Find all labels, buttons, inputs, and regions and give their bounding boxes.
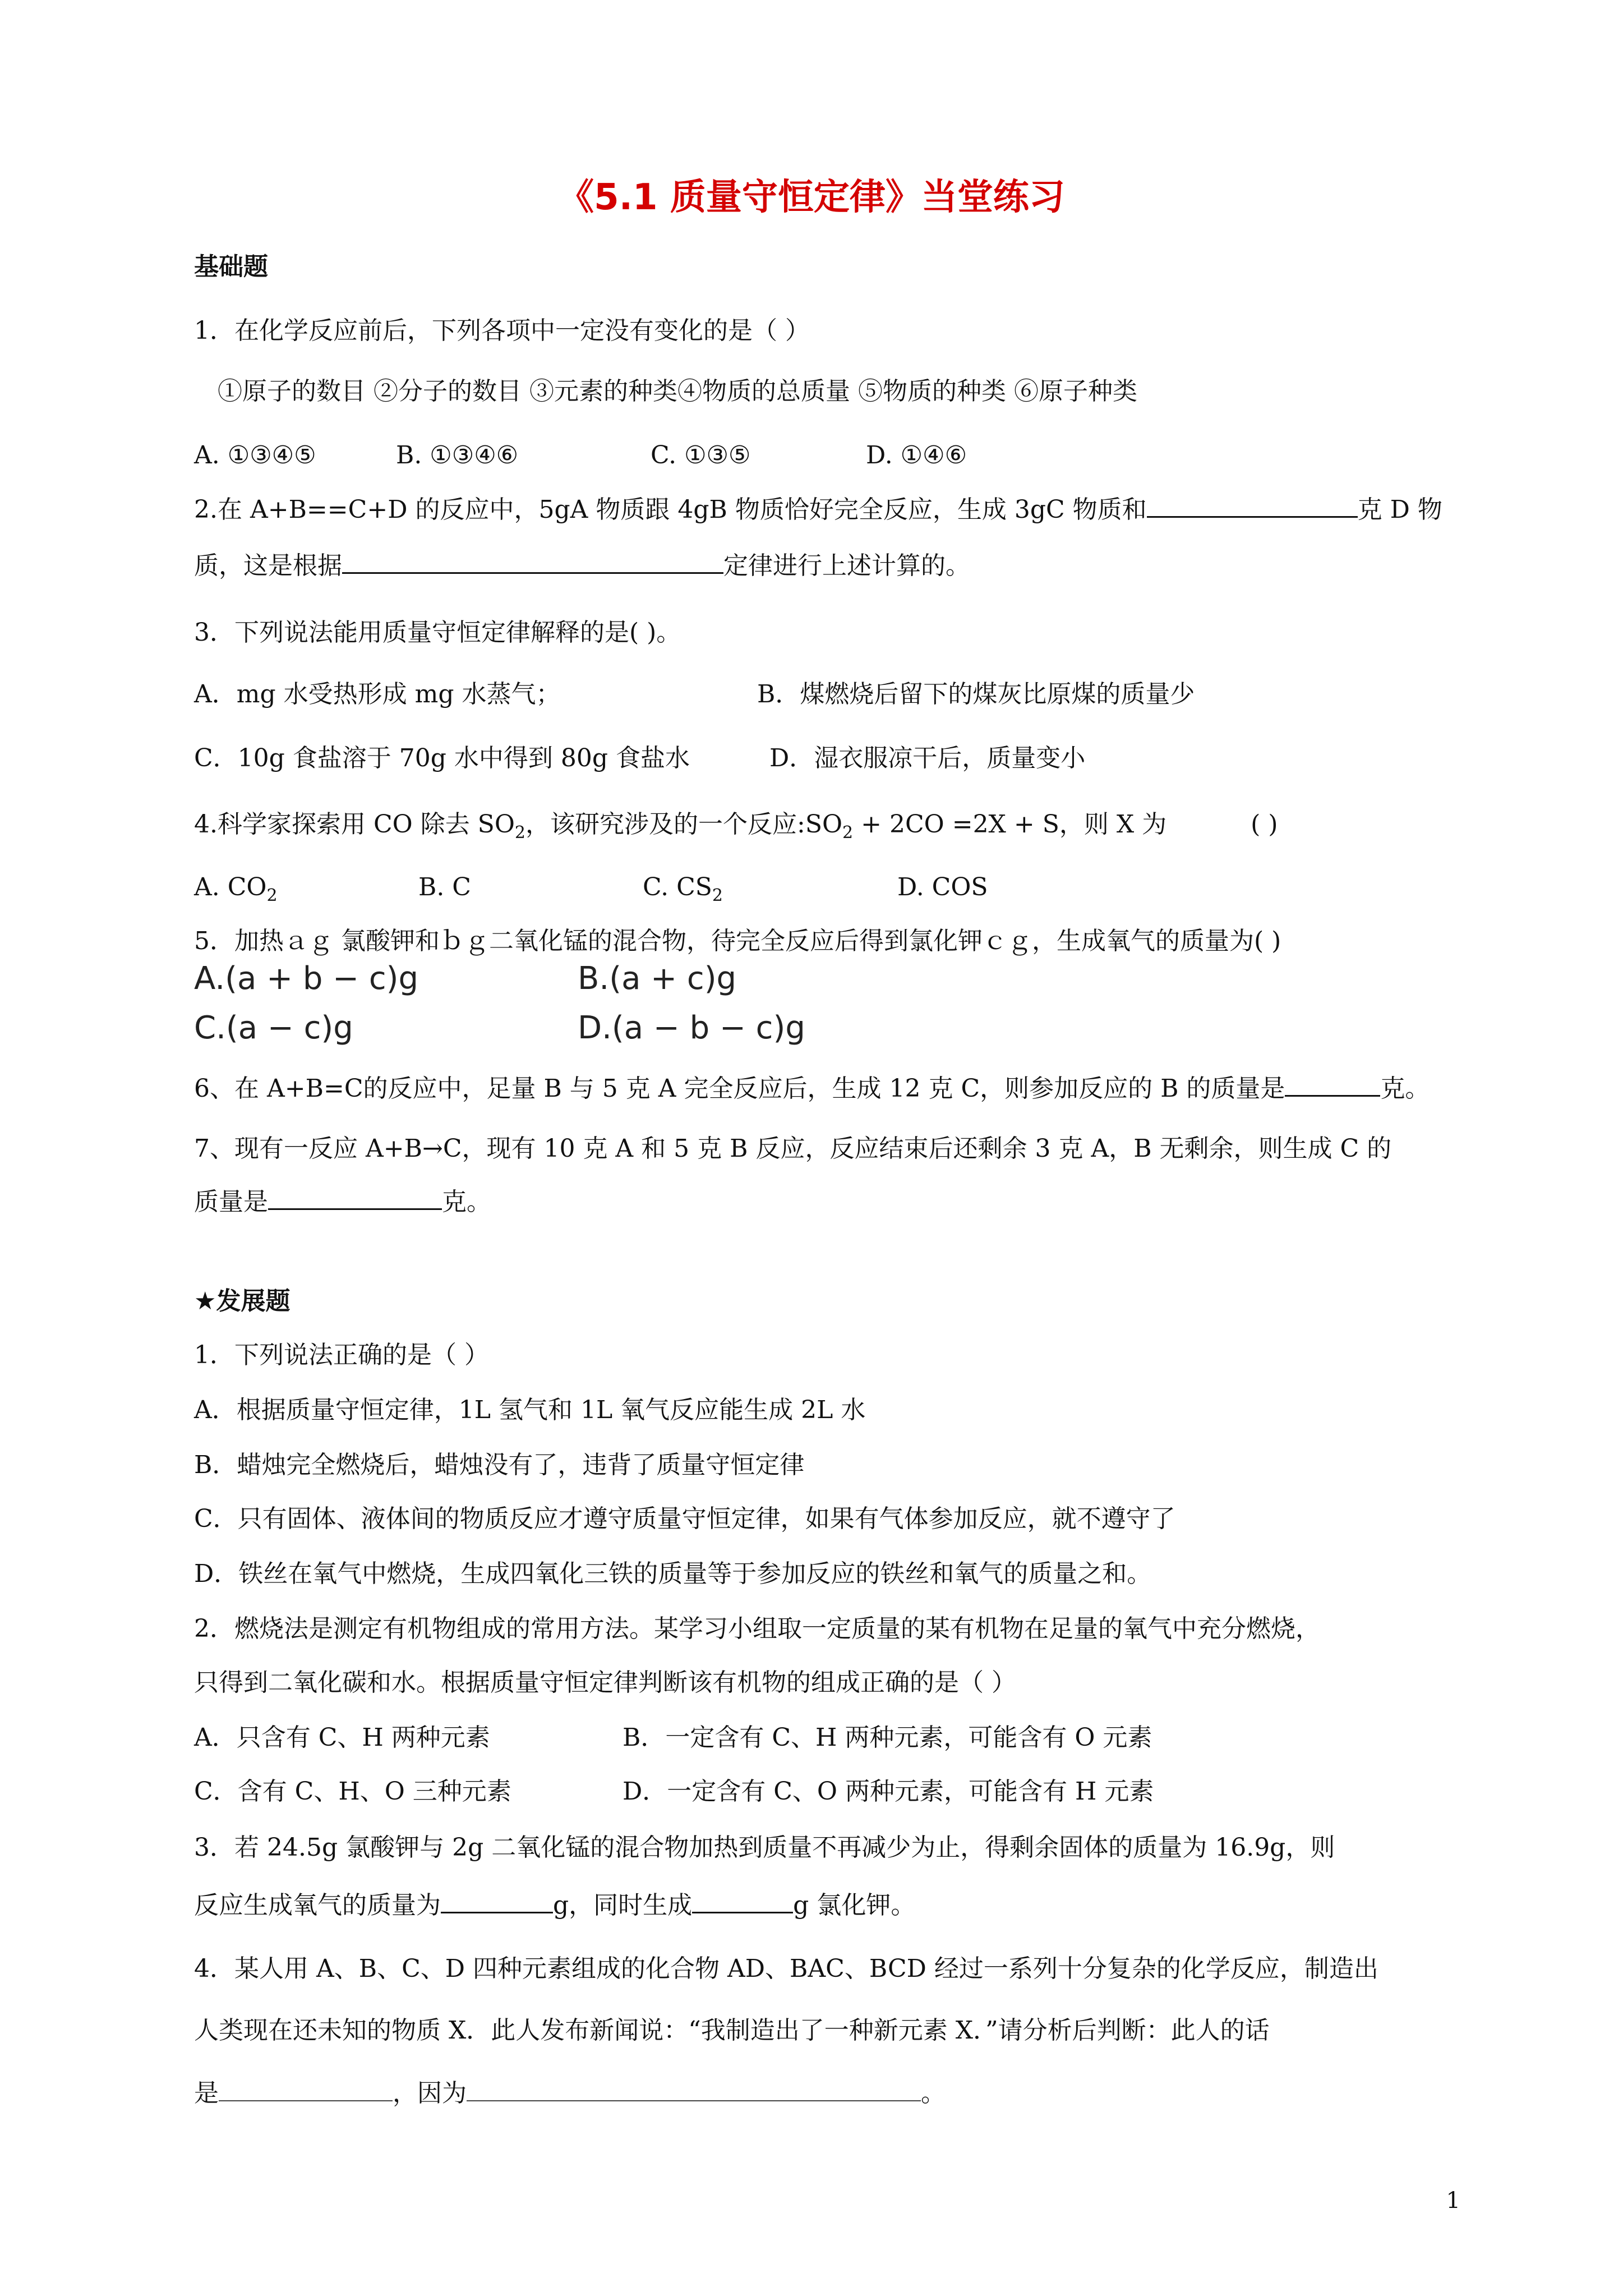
basic-q5-option-c: C.(a − c)g: [194, 1010, 353, 1046]
basic-q4-text-b: ，该研究涉及的一个反应:SO: [525, 810, 843, 839]
adv-q4-line1: 4．某人用 A、B、C、D 四种元素组成的化合物 AD、BAC、BCD 经过一系列十分复杂的化学反应，制造出: [194, 1954, 1378, 1983]
adv-q1-option-d: D．铁丝在氧气中燃烧，生成四氧化三铁的质量等于参加反应的铁丝和氧气的质量之和。: [194, 1559, 1152, 1588]
basic-q4-text-a: 4.科学家探索用 CO 除去 SO: [194, 810, 515, 839]
basic-q1-option-c: C. ①③⑤: [651, 441, 751, 470]
basic-q4-answer-paren: ( ): [1251, 810, 1278, 839]
adv-q4-text-c: 。: [921, 2079, 946, 2108]
basic-q7-line1: 7、现有一反应 A+B→C，现有 10 克 A 和 5 克 B 反应，反应结束后还剩余 3 克 A，B 无剩余，则生成 C 的: [194, 1134, 1392, 1163]
adv-q2-line1: 2．燃烧法是测定有机物组成的常用方法。某学习小组取一定质量的某有机物在足量的氧气中充分燃烧，: [194, 1614, 1320, 1643]
adv-q1-stem: 1．下列说法正确的是（ ）: [194, 1341, 489, 1369]
adv-q2-option-c: C．含有 C、H、O 三种元素: [194, 1777, 511, 1806]
subscript: 2: [712, 885, 723, 905]
option-text: A. CO: [194, 873, 267, 901]
basic-q1-option-a: A. ①③④⑤: [194, 441, 316, 470]
basic-q6-text-b: 克。: [1380, 1074, 1430, 1103]
adv-q2-option-a: A．只含有 C、H 两种元素: [194, 1723, 490, 1752]
basic-q2-blank-2[interactable]: [342, 547, 723, 574]
adv-q3-blank-oxygen[interactable]: [441, 1887, 553, 1913]
basic-q2-line1: [194, 491, 1442, 527]
adv-q1-option-a: A．根据质量守恒定律，1L 氢气和 1L 氧气反应能生成 2L 水: [194, 1396, 866, 1424]
adv-q1-option-b: B．蜡烛完全燃烧后，蜡烛没有了，违背了质量守恒定律: [194, 1451, 805, 1479]
basic-q5-option-a: A.(a + b − c)g: [194, 960, 419, 997]
basic-q7-text-a: 质量是: [194, 1188, 268, 1216]
basic-q3-option-d: D．湿衣服凉干后，质量变小: [769, 744, 1086, 772]
adv-q3-text-b: g，同时生成: [553, 1891, 693, 1920]
basic-q2-text-c: 质，这是根据: [194, 551, 342, 580]
adv-q4-blank-judgement[interactable]: [219, 2076, 393, 2101]
basic-q1-items: ①原子的数目 ②分子的数目 ③元素的种类④物质的总质量 ⑤物质的种类 ⑥原子种类: [218, 377, 1137, 406]
basic-q4-option-a: [194, 871, 278, 913]
basic-q2-text-d: 定律进行上述计算的。: [723, 551, 970, 580]
adv-q4-text-b: ，因为: [393, 2079, 467, 2108]
basic-q4-option-c: [643, 871, 723, 913]
basic-q7-text-b: 克。: [442, 1188, 491, 1216]
basic-q4-option-b: B. C: [418, 873, 471, 901]
adv-q2-option-d: D．一定含有 C、O 两种元素，可能含有 H 元素: [623, 1777, 1154, 1806]
basic-q2-blank-1[interactable]: [1147, 491, 1358, 518]
basic-q6: [194, 1070, 1430, 1106]
basic-q1-option-b: B. ①③④⑥: [396, 441, 519, 470]
basic-q3-option-b: B．煤燃烧后留下的煤灰比原煤的质量少: [757, 680, 1195, 708]
subscript: 2: [842, 822, 854, 843]
basic-q5-option-d: D.(a − b − c)g: [578, 1010, 805, 1046]
basic-q4-stem: [194, 808, 1278, 850]
basic-q6-blank[interactable]: [1285, 1070, 1380, 1097]
adv-q4-line3: [194, 2076, 946, 2110]
basic-q4-text-c: + 2CO =2X + S，则 X 为: [853, 810, 1167, 839]
page-number: 1: [1446, 2188, 1460, 2214]
basic-q7-line2: [194, 1184, 491, 1219]
basic-q3-option-c: C．10g 食盐溶于 70g 水中得到 80g 食盐水: [194, 744, 690, 772]
adv-q3-text-a: 反应生成氧气的质量为: [194, 1891, 441, 1920]
basic-q7-blank[interactable]: [268, 1184, 442, 1210]
subscript: 2: [266, 885, 278, 905]
adv-q4-line2: 人类现在还未知的物质 X．此人发布新闻说：“我制造出了一种新元素 X．”请分析后判断：此人的话: [194, 2016, 1270, 2045]
basic-q1-stem: 1．在化学反应前后，下列各项中一定没有变化的是（ ）: [194, 316, 810, 345]
adv-q4-blank-reason[interactable]: [467, 2076, 921, 2101]
section-basic-heading: 基础题: [194, 252, 268, 281]
adv-q3-line2: [194, 1887, 915, 1922]
adv-q2-option-b: B．一定含有 C、H 两种元素，可能含有 O 元素: [623, 1723, 1152, 1752]
option-text: C. CS: [643, 873, 712, 901]
page-title: 《5.1 质量守恒定律》当堂练习: [558, 177, 1065, 218]
basic-q1-option-d: D. ①④⑥: [866, 441, 967, 470]
basic-q3-stem: 3．下列说法能用质量守恒定律解释的是( )。: [194, 618, 681, 647]
basic-q6-text-a: 6、在 A+B=C的反应中，足量 B 与 5 克 A 完全反应后，生成 12 克 C，则参加反应的 B 的质量是: [194, 1074, 1285, 1103]
basic-q5-option-b: B.(a + c)g: [578, 960, 737, 997]
basic-q2-line2: [194, 547, 970, 583]
adv-q3-blank-kcl[interactable]: [692, 1887, 793, 1913]
basic-q2-text-a: 2.在 A+B==C+D 的反应中，5gA 物质跟 4gB 物质恰好完全反应，生成 3gC 物质和: [194, 495, 1147, 524]
section-advanced-heading: ★发展题: [194, 1287, 291, 1315]
basic-q5-stem: 5．加热ａｇ 氯酸钾和ｂｇ二氧化锰的混合物，待完全反应后得到氯化钾ｃｇ，生成氧气的质量为( ): [194, 927, 1281, 955]
adv-q1-option-c: C．只有固体、液体间的物质反应才遵守质量守恒定律，如果有气体参加反应，就不遵守了: [194, 1504, 1175, 1533]
adv-q3-line1: 3．若 24.5g 氯酸钾与 2g 二氧化锰的混合物加热到质量不再减少为止，得剩余固体的质量为 16.9g，则: [194, 1833, 1335, 1862]
subscript: 2: [514, 822, 525, 843]
basic-q2-text-b: 克 D 物: [1357, 495, 1442, 524]
basic-q3-option-a: A．mg 水受热形成 mg 水蒸气；: [194, 680, 561, 708]
adv-q4-text-a: 是: [194, 2079, 219, 2108]
basic-q4-option-d: D. COS: [897, 873, 988, 901]
adv-q2-line2: 只得到二氧化碳和水。根据质量守恒定律判断该有机物的组成正确的是（ ）: [194, 1668, 1016, 1697]
adv-q3-text-c: g 氯化钾。: [793, 1891, 916, 1920]
